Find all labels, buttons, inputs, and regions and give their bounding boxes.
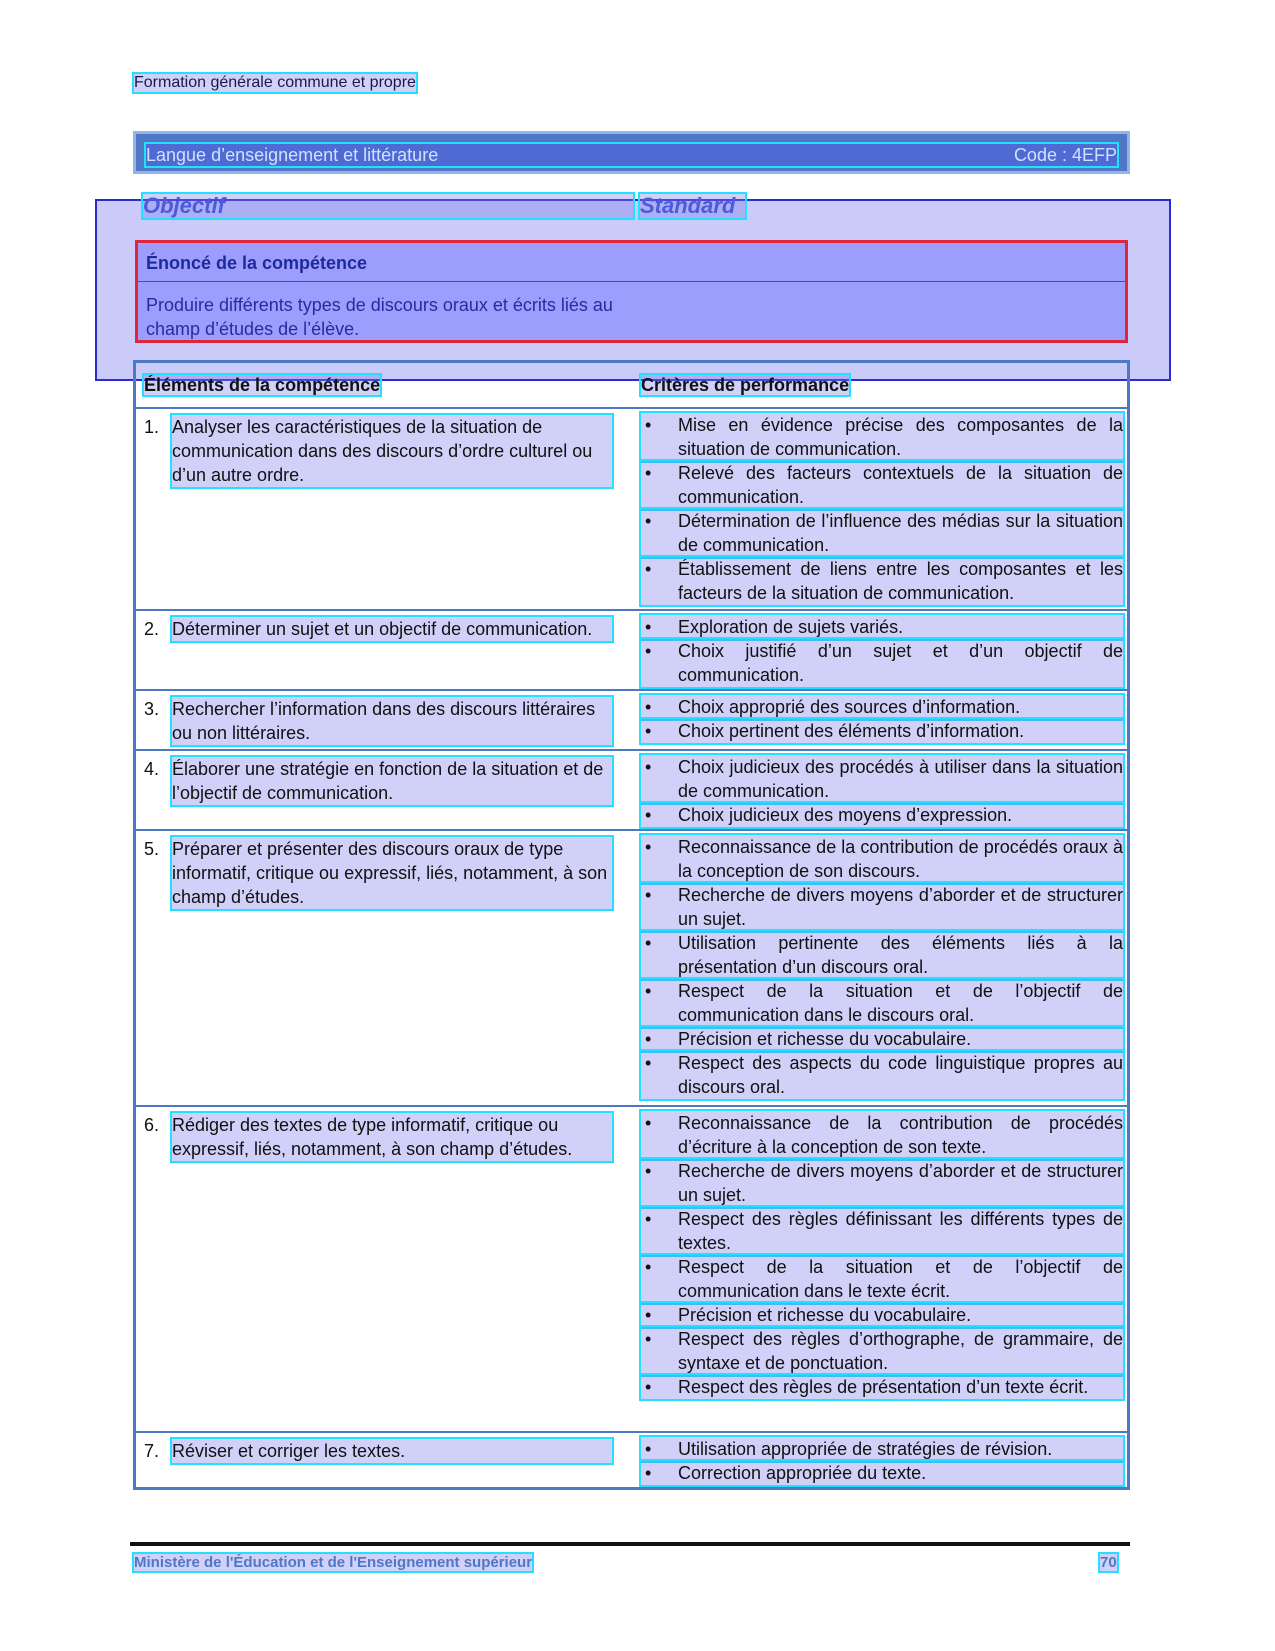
- table-row: [136, 609, 1127, 691]
- bullet-icon: •: [645, 641, 652, 661]
- criteria-text: Précision et richesse du vocabulaire.: [678, 1305, 972, 1325]
- bullet-icon: •: [645, 1257, 652, 1277]
- element-text: Rédiger des textes de type informatif, critique ou expressif, liés, notamment, à son champ d’études.: [172, 1113, 612, 1161]
- bullet-icon: •: [645, 885, 652, 905]
- criteria-list: [641, 413, 1123, 605]
- criteria-item: [641, 413, 1123, 461]
- criteria-item: [641, 1375, 1123, 1399]
- bullet-icon: •: [645, 463, 652, 483]
- criteria-text: Reconnaissance de la contribution de procédés oraux à la conception de son discours.: [678, 837, 1123, 881]
- table-row: [136, 829, 1127, 1107]
- bullet-icon: •: [645, 981, 652, 1001]
- criteria-list: [641, 1111, 1123, 1399]
- criteria-item: [641, 1027, 1123, 1051]
- bullet-icon: •: [645, 1377, 652, 1397]
- element-number: 5.: [144, 839, 160, 859]
- column-header-elements: Éléments de la compétence: [144, 375, 381, 395]
- page-number: 70: [1100, 1554, 1117, 1571]
- criteria-item: [641, 695, 1123, 719]
- bullet-icon: •: [645, 721, 652, 741]
- criteria-item: [641, 509, 1123, 557]
- criteria-item: [641, 1207, 1123, 1255]
- bullet-icon: •: [645, 1029, 652, 1049]
- criteria-item: [641, 835, 1123, 883]
- criteria-item: [641, 719, 1123, 743]
- element-text: Analyser les caractéristiques de la situation de communication dans des discours d’ordre culturel ou d’un autre ordre.: [172, 415, 612, 487]
- table-row: [136, 407, 1127, 611]
- criteria-item: [641, 883, 1123, 931]
- criteria-item: [641, 615, 1123, 639]
- criteria-text: Respect des règles de présentation d’un texte écrit.: [678, 1377, 1089, 1397]
- competence-table: [133, 360, 1130, 1490]
- criteria-item: [641, 1051, 1123, 1099]
- criteria-item: [641, 931, 1123, 979]
- footer-publisher: Ministère de l'Éducation et de l'Enseignement supérieur: [134, 1554, 533, 1571]
- criteria-text: Reconnaissance de la contribution de procédés d’écriture à la conception de son texte.: [678, 1113, 1123, 1157]
- footer-divider: [130, 1542, 1130, 1546]
- criteria-text: Utilisation appropriée de stratégies de révision.: [678, 1439, 1053, 1459]
- criteria-item: [641, 755, 1123, 803]
- table-header: [136, 363, 1127, 409]
- element-number: 2.: [144, 619, 160, 639]
- criteria-text: Précision et richesse du vocabulaire.: [678, 1029, 972, 1049]
- criteria-item: [641, 461, 1123, 509]
- element-text: Déterminer un sujet et un objectif de communication.: [172, 617, 612, 641]
- criteria-text: Recherche de divers moyens d’aborder et de structurer un sujet.: [678, 1161, 1123, 1205]
- criteria-item: [641, 1159, 1123, 1207]
- criteria-text: Choix approprié des sources d’information.: [678, 697, 1021, 717]
- competence-element: [144, 697, 624, 745]
- criteria-text: Recherche de divers moyens d’aborder et de structurer un sujet.: [678, 885, 1123, 929]
- bullet-icon: •: [645, 1463, 652, 1483]
- table-row: [136, 749, 1127, 831]
- course-header-inner: [146, 144, 1117, 166]
- criteria-text: Mise en évidence précise des composantes de la situation de communication.: [678, 415, 1123, 459]
- bullet-icon: •: [645, 1161, 652, 1181]
- bullet-icon: •: [645, 805, 652, 825]
- objectif-heading: Objectif: [143, 194, 633, 218]
- criteria-text: Respect des règles d’orthographe, de grammaire, de syntaxe et de ponctuation.: [678, 1329, 1123, 1373]
- bullet-icon: •: [645, 1305, 652, 1325]
- competence-element: [144, 837, 624, 909]
- competence-element: [144, 1439, 624, 1463]
- bullet-icon: •: [645, 415, 652, 435]
- criteria-text: Choix judicieux des moyens d’expression.: [678, 805, 1013, 825]
- criteria-text: Respect de la situation et de l’objectif de communication dans le texte écrit.: [678, 1257, 1123, 1301]
- criteria-text: Relevé des facteurs contextuels de la situation de communication.: [678, 463, 1123, 507]
- table-row: [136, 1105, 1127, 1433]
- course-header-bar: [133, 131, 1130, 174]
- criteria-text: Respect de la situation et de l’objectif de communication dans le discours oral.: [678, 981, 1123, 1025]
- element-text: Rechercher l’information dans des discours littéraires ou non littéraires.: [172, 697, 612, 745]
- criteria-list: [641, 1437, 1123, 1485]
- criteria-text: Détermination de l’influence des médias sur la situation de communication.: [678, 511, 1123, 555]
- standard-heading: Standard: [640, 194, 745, 218]
- bullet-icon: •: [645, 1209, 652, 1229]
- criteria-item: [641, 1255, 1123, 1303]
- competence-element: [144, 617, 624, 641]
- criteria-item: [641, 639, 1123, 687]
- course-code: Code : 4EFP: [1013, 144, 1117, 165]
- competence-statement-title: Énoncé de la compétence: [146, 253, 368, 273]
- criteria-text: Choix pertinent des éléments d’information.: [678, 721, 1025, 741]
- element-text: Préparer et présenter des discours oraux de type informatif, critique ou expressif, liés, notamment, à son champ d’études.: [172, 837, 612, 909]
- bullet-icon: •: [645, 559, 652, 579]
- element-text: Élaborer une stratégie en fonction de la situation et de l’objectif de communication.: [172, 757, 612, 805]
- criteria-text: Respect des aspects du code linguistique propres au discours oral.: [678, 1053, 1123, 1097]
- criteria-item: [641, 1303, 1123, 1327]
- criteria-list: [641, 615, 1123, 687]
- bullet-icon: •: [645, 697, 652, 717]
- element-number: 6.: [144, 1115, 160, 1135]
- criteria-item: [641, 557, 1123, 605]
- competence-element: [144, 1113, 624, 1161]
- element-number: 7.: [144, 1441, 160, 1461]
- criteria-text: Choix judicieux des procédés à utiliser dans la situation de communication.: [678, 757, 1123, 801]
- criteria-item: [641, 803, 1123, 827]
- element-number: 4.: [144, 759, 160, 779]
- criteria-item: [641, 979, 1123, 1027]
- criteria-item: [641, 1327, 1123, 1375]
- bullet-icon: •: [645, 1329, 652, 1349]
- criteria-item: [641, 1461, 1123, 1485]
- criteria-text: Correction appropriée du texte.: [678, 1463, 927, 1483]
- criteria-list: [641, 695, 1123, 743]
- competence-statement-box: [135, 240, 1128, 343]
- criteria-item: [641, 1437, 1123, 1461]
- table-row: [136, 1431, 1127, 1487]
- criteria-list: [641, 835, 1123, 1099]
- criteria-text: Établissement de liens entre les composantes et les facteurs de la situation de communication.: [678, 559, 1123, 603]
- bullet-icon: •: [645, 933, 652, 953]
- element-number: 3.: [144, 699, 160, 719]
- bullet-icon: •: [645, 837, 652, 857]
- bullet-icon: •: [645, 1113, 652, 1133]
- competence-element: [144, 415, 624, 487]
- criteria-text: Exploration de sujets variés.: [678, 617, 904, 637]
- criteria-list: [641, 755, 1123, 827]
- document-section-label: Formation générale commune et propre: [134, 74, 416, 91]
- course-title: Langue d’enseignement et littérature: [146, 144, 439, 165]
- criteria-text: Choix justifié d’un sujet et d’un objectif de communication.: [678, 641, 1123, 685]
- table-row: [136, 689, 1127, 751]
- element-text: Réviser et corriger les textes.: [172, 1439, 612, 1463]
- divider: [138, 281, 1125, 282]
- criteria-text: Utilisation pertinente des éléments liés à la présentation d’un discours oral.: [678, 933, 1123, 977]
- column-header-criteria: Critères de performance: [641, 375, 850, 395]
- criteria-text: Respect des règles définissant les différents types de textes.: [678, 1209, 1123, 1253]
- bullet-icon: •: [645, 511, 652, 531]
- competence-element: [144, 757, 624, 805]
- bullet-icon: •: [645, 1053, 652, 1073]
- bullet-icon: •: [645, 757, 652, 777]
- bullet-icon: •: [645, 617, 652, 637]
- bullet-icon: •: [645, 1439, 652, 1459]
- element-number: 1.: [144, 417, 160, 437]
- competence-statement-text: Produire différents types de discours oraux et écrits liés au champ d’études de l’élève.: [146, 295, 613, 339]
- criteria-item: [641, 1111, 1123, 1159]
